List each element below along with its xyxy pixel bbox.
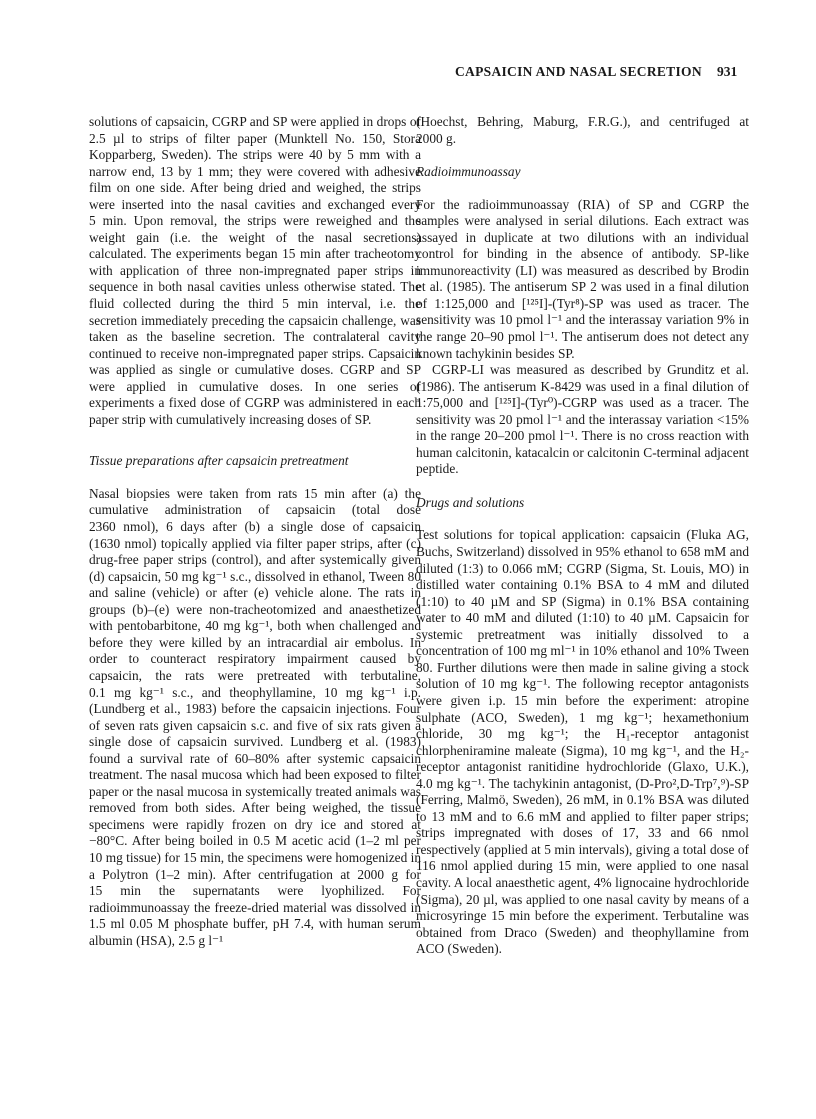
running-header-title: CAPSAICIN AND NASAL SECRETION <box>455 64 702 79</box>
paragraph-ria-sp: For the radioimmunoassay (RIA) of SP and CGRP the samples were analysed in serial dilutions. Each extract was assayed in duplicate at two dilutions with an individual control for binding in the absence of antibody. SP-like immunoreactivity (LI) was measured as described by Brodin et al. (1985). The antiserum SP 2 was used in a final dilution of 1:125,000 and [¹²⁵I]-(Tyr⁸)-SP was used as tracer. The sensitivity was 10 pmol l⁻¹ and the interassay variation 9% in the range 20–90 pmol l⁻¹. The antiserum does not detect any known tachykinin besides SP. <box>416 196 749 361</box>
paragraph-drugs-solutions: Test solutions for topical application: capsaicin (Fluka AG, Buchs, Switzerland) dissolved in 95% ethanol to 658 mM and diluted (1:3) to 0.066 mM; CGRP (Sigma, St. Louis, MO) in distilled water containing 0.1% BSA to 4 mM and diluted (1:10) to 40 µM and SP (Sigma) in 0.1% BSA containing water to 40 mM and diluted (1:10) to 40 µM. Capsaicin for systemic pretreatment was initially dissolved to a concentration of 100 mg ml⁻¹ in 10% ethanol and 10% Tween 80. Further dilutions were then made in saline giving a stock solution of 10 mg kg⁻¹. The following receptor antagonists were given i.p. 15 min before the experiment: atropine sulphate (ACO, Sweden), 1 mg kg⁻¹; hexamethonium chloride, 30 mg kg⁻¹; the H₁-receptor antagonist chlorpheniramine maleate (Sigma), 10 mg kg⁻¹, and the H₂-receptor antagonist ranitidine hydrochloride (Glaxo, U.K.), 4.0 mg kg⁻¹. The tachykinin antagonist, (D-Pro²,D-Trp⁷,⁹)-SP (Ferring, Malmö, Sweden), 26 mM, in 0.1% BSA was diluted to 13 mM and to 6.6 mM and applied to filter paper strips; strips impregnated with doses of 17, 33 and 66 nmol respectively (applied at 5 min intervals), giving a total dose of 116 nmol applied during 15 min, were applied to one nasal cavity. A local anaesthetic agent, 4% lignocaine hydrochloride (Sigma), 20 µl, was applied to one nasal cavity by means of a microsyringe 15 min before the experiment. Terbutaline was obtained from Draco (Sweden) and theophyllamine from ACO (Sweden). <box>416 527 749 957</box>
left-column <box>89 114 421 949</box>
heading-radioimmunoassay: Radioimmunoassay <box>416 164 521 180</box>
page-number: 931 <box>717 64 738 79</box>
paragraph-centrifuge-continuation: (Hoechst, Behring, Maburg, F.R.G.), and centrifuged at 2000 g. <box>416 114 749 146</box>
heading-tissue-preparations: Tissue preparations after capsaicin pretreatment <box>89 453 349 469</box>
paragraph-strip-method: solutions of capsaicin, CGRP and SP were applied in drops of 2.5 µl to strips of filter paper (Munktell No. 150, Stora Kopparberg, Sweden). The strips were 40 by 5 mm with a narrow end, 13 by 1 mm; they were covered with adhesive film on one side. After being dried and weighed, the strips were inserted into the nasal cavities and exchanged every 5 min. Upon removal, the strips were reweighed and the weight gain (i.e. the weight of the nasal secretions) calculated. The experiments began 15 min after tracheotomy with application of three non-impregnated paper strips in sequence in both nasal cavities unless otherwise stated. The fluid collected during the third 5 min interval, i.e. the secretion immediately preceding the capsaicin challenge, was taken as the baseline secretion. The contralateral cavity continued to receive non-impregnated paper strips. Capsaicin was applied as single or cumulative doses. CGRP and SP were applied in cumulative doses. In one series of experiments a fixed dose of CGRP was administered in each paper strip with cumulatively increasing doses of SP. <box>89 114 421 427</box>
right-column <box>416 114 749 958</box>
heading-drugs-solutions: Drugs and solutions <box>416 494 525 510</box>
paragraph-ria-cgrp: CGRP-LI was measured as described by Grunditz et al. (1986). The antiserum K-8429 was used in a final dilution of 1:75,000 and [¹²⁵I]-(Tyr⁰)-CGRP was used as a tracer. The sensitivity was 20 pmol l⁻¹ and the interassay variation <15% in the range 20–200 pmol l⁻¹. There is no cross reaction with human calcitonin, katacalcin or calcitonin C-terminal adjacent peptide. <box>416 362 749 477</box>
paragraph-tissue-preparations: Nasal biopsies were taken from rats 15 min after (a) the cumulative administration of capsaicin (total dose 2360 nmol), 6 days after (b) a single dose of capsaicin (1630 nmol) topically applied via filter paper strips, after (c) drug-free paper strips (control), and after systemically given (d) capsaicin, 50 mg kg⁻¹ s.c., dissolved in ethanol, Tween 80 and saline (vehicle) or after (e) vehicle alone. The rats in groups (b)–(e) were non-tracheotomized and anaesthetized with pentobarbitone, 40 mg kg⁻¹, both when challenged and before they were killed by an intracardial air embolus. In order to counteract respiratory impairment caused by capsaicin, the rats were pretreated with terbutaline, 0.1 mg kg⁻¹ s.c., and theophyllamine, 10 mg kg⁻¹ i.p. (Lundberg et al., 1983) before the capsaicin injections. Four of seven rats given capsaicin s.c. and five of six rats given a single dose of capsaicin survived. Lundberg et al. (1983) found a survival rate of 60–80% after systemic capsaicin treatment. The nasal mucosa which had been exposed to filter paper or the nasal mucosa in systemically treated animals was removed from both sides. After being weighed, the tissue specimens were rapidly frozen on dry ice and stored at −80°C. After being boiled in 0.5 M acetic acid (1–2 ml per 10 mg tissue) for 15 min, the specimens were homogenized in a Polytron (1–2 min). After centrifugation at 2000 g for 15 min the supernatants were lyophilized. For radioimmunoassay the freeze-dried material was dissolved in 1.5 ml 0.05 M phosphate buffer, pH 7.4, with human serum albumin (HSA), 2.5 g l⁻¹ <box>89 485 421 948</box>
